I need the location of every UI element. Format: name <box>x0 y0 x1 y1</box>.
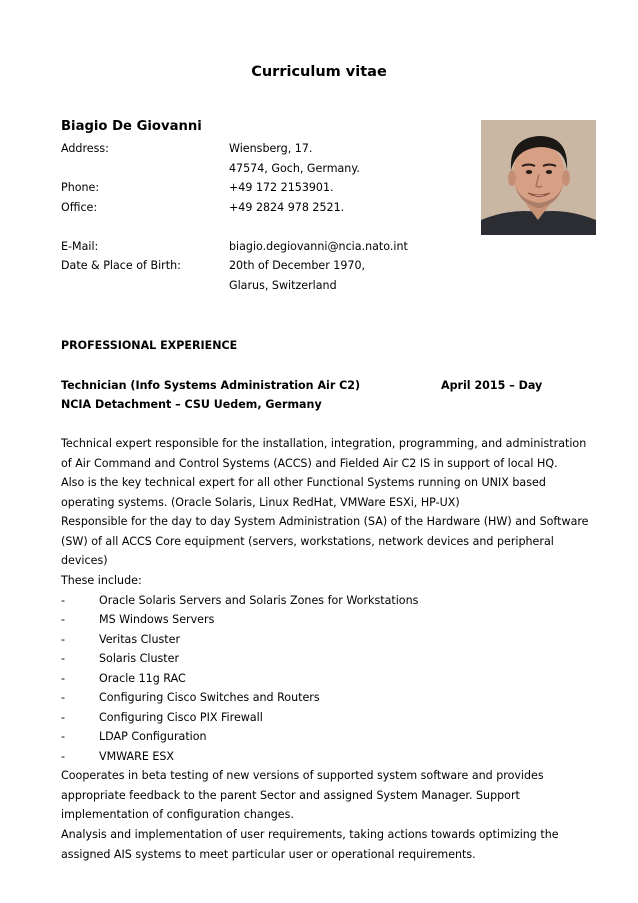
closing-line: Analysis and implementation of user requirements, taking actions towards optimizing the <box>61 828 559 841</box>
list-item: Oracle Solaris Servers and Solaris Zones for Workstations <box>99 594 419 607</box>
email-value[interactable]: biagio.degiovanni@ncia.nato.int <box>229 240 408 253</box>
closing-line: assigned AIS systems to meet particular user or operational requirements. <box>61 848 476 861</box>
bullet-marker: - <box>61 730 66 743</box>
job-title: Technician (Info Systems Administration Air C2) <box>61 379 361 392</box>
list-item: VMWARE ESX <box>99 750 175 763</box>
paragraph-line: operating systems. (Oracle Solaris, Linux RedHat, VMWare ESXi, HP-UX) <box>61 496 460 509</box>
address-line-1: Wiensberg, 17. <box>229 142 313 155</box>
paragraph-line: These include: <box>61 574 142 587</box>
paragraph-line: of Air Command and Control Systems (ACCS) and Fielded Air C2 IS in support of local HQ. <box>61 457 558 470</box>
list-item: Configuring Cisco Switches and Routers <box>99 691 320 704</box>
office-label: Office: <box>61 201 98 214</box>
bullet-marker: - <box>61 613 66 626</box>
phone-label: Phone: <box>61 181 100 194</box>
closing-line: appropriate feedback to the parent Sector and assigned System Manager. Support <box>61 789 520 802</box>
birth-place: Glarus, Switzerland <box>229 279 337 292</box>
paragraph-line: (SW) of all ACCS Core equipment (servers, workstations, network devices and peripheral <box>61 535 554 548</box>
job-dates: April 2015 – Day <box>441 379 543 392</box>
paragraph-line: devices) <box>61 554 108 567</box>
bullet-marker: - <box>61 594 66 607</box>
paragraph-line: Technical expert responsible for the installation, integration, programming, and administration <box>61 437 587 450</box>
birth-date: 20th of December 1970, <box>229 259 366 272</box>
list-item: MS Windows Servers <box>99 613 215 626</box>
portrait-illustration <box>481 120 596 235</box>
paragraph-line: Responsible for the day to day System Administration (SA) of the Hardware (HW) and Software <box>61 515 589 528</box>
bullet-marker: - <box>61 652 66 665</box>
list-item: Configuring Cisco PIX Firewall <box>99 711 263 724</box>
list-item: Veritas Cluster <box>99 633 181 646</box>
paragraph-line: Also is the key technical expert for all other Functional Systems running on UNIX based <box>61 476 546 489</box>
email-label: E-Mail: <box>61 240 99 253</box>
person-name: Biagio De Giovanni <box>61 119 202 134</box>
list-item: Oracle 11g RAC <box>99 672 186 685</box>
phone-value: +49 172 2153901. <box>229 181 334 194</box>
bullet-marker: - <box>61 691 66 704</box>
bullet-marker: - <box>61 750 66 763</box>
closing-line: Cooperates in beta testing of new versions of supported system software and provides <box>61 769 544 782</box>
portrait-photo <box>481 120 596 235</box>
address-label: Address: <box>61 142 109 155</box>
address-line-2: 47574, Goch, Germany. <box>229 162 360 175</box>
bullet-marker: - <box>61 711 66 724</box>
bullet-marker: - <box>61 672 66 685</box>
document-title: Curriculum vitae <box>251 64 387 80</box>
office-value: +49 2824 978 2521. <box>229 201 345 214</box>
birth-label: Date & Place of Birth: <box>61 259 181 272</box>
closing-line: implementation of configuration changes. <box>61 808 294 821</box>
bullet-marker: - <box>61 633 66 646</box>
list-item: Solaris Cluster <box>99 652 180 665</box>
job-organization: NCIA Detachment – CSU Uedem, Germany <box>61 398 322 411</box>
list-item: LDAP Configuration <box>99 730 207 743</box>
section-heading: PROFESSIONAL EXPERIENCE <box>61 339 238 352</box>
